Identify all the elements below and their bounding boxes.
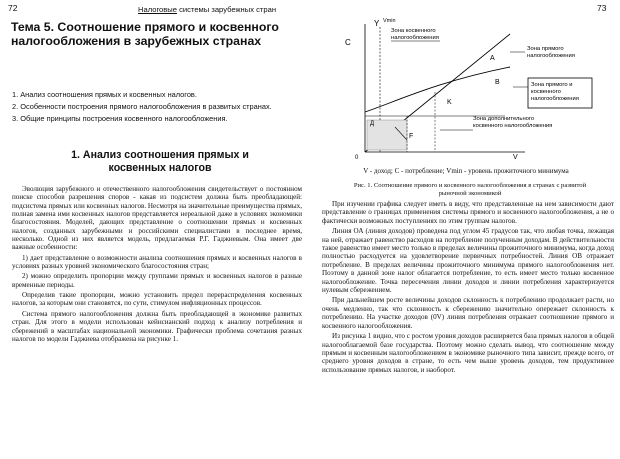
paragraph: Из рисунка 1 видно, что с ростом уровня доходов расширяется база прямых налогов в общей налогооблагаемой базе государства. Поэтому можно сделать вывод, что соотношение между прямым и косвенным налогообложением в экономике рыночного типа зависит, прежде всего, от среднего уровня доходов в стране, то есть чем выше уровень доходов, тем продуктивнее использование прямых налогов, и наоборот. [322, 332, 614, 374]
running-head-part2: системы зарубежных стран [177, 5, 277, 14]
vmin-label: Vmin [383, 18, 396, 24]
point-label-b: B [495, 79, 500, 86]
consumption-line-ob [365, 67, 510, 112]
point-label-f: F [409, 133, 414, 140]
body-text-right [322, 200, 614, 376]
chapter-outline [12, 91, 302, 127]
tax-zone-diagram [335, 12, 605, 162]
paragraph: При дальнейшем росте величины доходов склонность к потреблению продолжает расти, но очень медленно, так что склонность к сбережению значительно опережает склонность к потреблению. На участке доходов (0V) линия потребления отражает соотношение прямого и косвенного налогообложения. [322, 296, 614, 330]
point-label-a: A [490, 55, 495, 62]
running-head-part1: Налоговые [138, 5, 177, 14]
point-label-k: K [447, 99, 452, 106]
body-text-left [12, 185, 302, 345]
chapter-title: Тема 5. Соотношение прямого и косвенного налогообложения в зарубежных странах [11, 20, 279, 48]
axis-top-label: Y [374, 19, 380, 28]
outline-item: 3. Общие принципы построения косвенного налогообложения. [12, 114, 228, 123]
running-head [138, 5, 276, 14]
paragraph: Эволюция зарубежного и отечественного налогообложения свидетельствует о постоянном поиске способов разрешения споров - какая из подсистем должна быть преобладающей: подсистема прямых или косвенных налогов. Несмотря на значительные преимущества прямых, полная замена ими косвенных налогов представляется нереальной даже в условиях экономики благосостояния. Моделей, дающих представление о соотношении прямых и косвенных налогов, созданных зарубежными и российскими специалистами в последнее время, несколько. Одной из них является модель, предлагаемая Р.Г. Гаджиевым. Она имеет две важные особенности: [12, 185, 302, 252]
figure-caption: Рис. 1. Соотношение прямого и косвенного налогообложения в странах с развитой рыночной экономикой [353, 182, 587, 197]
paragraph: 2) можно определить пропорции между группами прямых и косвенных налогов в разные временные периоды. [12, 272, 302, 289]
page-number-right: 73 [597, 3, 607, 13]
zone-label-direct-indirect: Зона прямого и косвенного налогообложения [531, 82, 579, 102]
zone-label-additional: Зона дополнительного косвенного налогообложения [473, 116, 553, 129]
paragraph: 1) дает представление о возможности анализа соотношения прямых и косвенных налогов в условиях разных уровней экономического благосостояния стран; [12, 253, 302, 271]
section-heading: 1. Анализ соотношения прямых и косвенных налогов [71, 149, 249, 174]
paragraph: При изучении графика следует иметь в виду, что представленные на нем зависимости дают представление о границах применения системы прямого и косвенного налогообложения, а не о фактически возможных поступлениях по этим группам налогов. [322, 200, 614, 225]
paragraph: Определив такие пропорции, можно установить предел перераспределения косвенных налогов, за которым они становятся, по сути, стимулом инфляционных процессов. [12, 291, 302, 308]
origin-label: 0 [355, 155, 359, 161]
figure-legend: V - доход; С - потребление; Vmin - уровень прожиточного минимума [363, 167, 569, 175]
zone-label-direct: Зона прямого налогообложения [527, 46, 575, 59]
paragraph: Система прямого налогообложения должна быть преобладающей в экономике развитых стран. Для этого в модели использован кейнсианский подход к анализу потребления и сбережений в масштабах национальной экономики. Графически проблема сочетания разных налогов по модели Гаджиева отображена на рисунке 1. [12, 309, 302, 343]
right-page [310, 0, 620, 459]
paragraph: Линия ОА (линия доходов) проведена под углом 45 градусов так, что любая точка, лежащая на ней, отражает равенство расходов на потребление полученным доходам. В действительности такое равенство имеет место только в пределах величины прожиточного минимума, когда доход полностью расходуется на удовлетворение первичных потребностей. Линия ОВ отражает потребление. В пределах величины прожиточного минимума прямого налогообложения нет. Поэтому в данной зоне налог облагается потребление, то есть имеет место только косвенное налогообложение. Точка пересечения линии доходов и линии потребления характеризуется нулевым сбережением. [322, 227, 614, 295]
axis-v-label: V [513, 154, 518, 161]
outline-item: 1. Анализ соотношения прямых и косвенных налогов. [12, 90, 197, 99]
axis-y-label: С [345, 38, 351, 47]
zone-label-minimal: Зона косвенного налогообложения [391, 28, 439, 41]
point-label-d: Д [370, 121, 375, 127]
outline-item: 2. Особенности построения прямого налогообложения в развитых странах. [12, 102, 272, 111]
page-number-left: 72 [8, 3, 18, 13]
